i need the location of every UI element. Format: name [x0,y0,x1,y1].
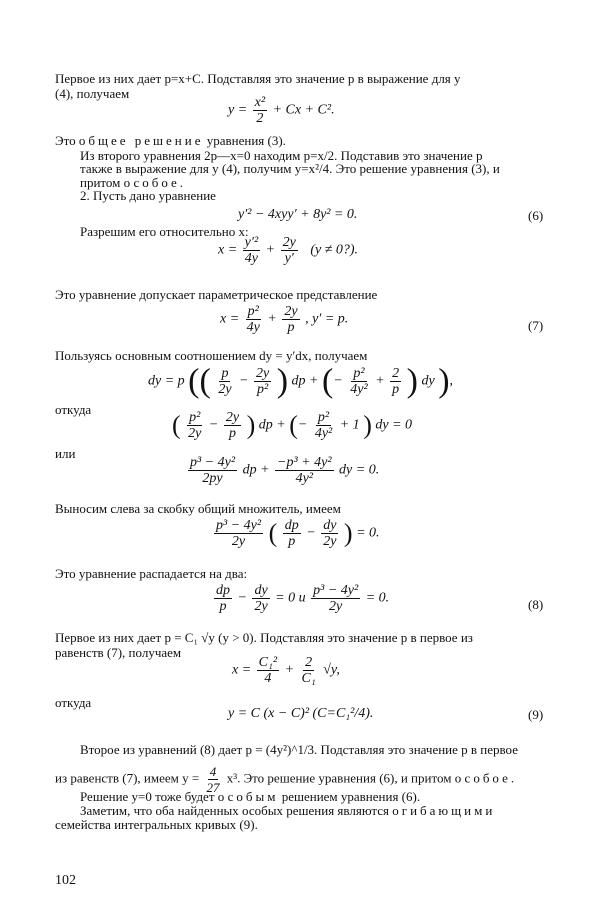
text-line: также в выражение для y (4), получим y=x²/4. Это решение уравнения (3), и [80,161,500,176]
equation-label: (9) [528,707,544,722]
text-line: Это уравнение допускает параметрическое представление [55,287,378,302]
text-line: семейства интегральных кривых (9). [55,817,258,832]
equation-x: x = $\frac{\text{y′²}}{4y}$ + $\frac{2y}{y'}$ (y ≠ 0?). [218,235,359,266]
text-line: Это общее решение уравнения (3). [55,133,286,148]
text-line: Решение y=0 тоже будет особым решением уравнения (6). [80,789,421,804]
text-line: Второе из уравнений (8) дает p = (4y²)^1/3. Подставляя это значение p в первое [80,742,518,757]
equation-7: x = $\frac{\text{p²}}{4y}$ + $\frac{2y}{p}$ , y′ = p. [220,304,349,335]
text-line: (4), получаем [55,86,130,101]
text-line: Первое из них дает p = C₁ √y (y > 0). Подставляя это значение p в первое из [55,630,473,645]
equation-6: y′² − 4xyy′ + 8y² = 0. [238,207,358,222]
text-line: 2. Пусть дано уравнение [80,188,216,203]
text-line: Пользуясь основным соотношением dy = y′dx, получаем [55,348,368,363]
equation-c: $\frac{\text{p³ − 4y²}}{2y}$ ( $\frac{dp}{p}$ − $\frac{dy}{2y}$ ) = 0. [216,518,380,549]
equation-8: $\frac{dp}{p}$ − $\frac{dy}{2y}$ = 0 и $\frac{\text{p³ − 4y²}}{2y}$ = 0. [216,583,390,614]
equation-label: (7) [528,318,544,333]
text-line: Разрешим его относительно x: [80,224,249,239]
equation-dy: dy = p (( $\frac{p}{2y}$ − $\frac{2y}{\text{p²}}$ ) dp + (− $\frac{\text{p²}}{\text{4y²}}$ + $\frac{2}{p}$ ) dy ), [148,362,454,400]
page-number: 102 [55,873,76,888]
equation-label: (6) [528,208,544,223]
equation-label: (8) [528,597,544,612]
text-line: или [55,446,76,461]
text-line: Выносим слева за скобку общий множитель, имеем [55,501,341,516]
text-line: равенств (7), получаем [55,645,182,660]
equation-a: ( $\frac{\text{p²}}{2y}$ − $\frac{2y}{p}$ ) dp + (− $\frac{\text{p²}}{\text{4y²}}$ + 1 ) dy = 0 [172,410,413,441]
text-line: откуда [55,402,92,417]
equation-9: y = C (x − C)² (C=C₁²/4). [228,706,374,721]
text-line: Первое из них дает p=x+C. Подставляя это значение p в выражение для y [55,71,461,86]
text-line: откуда [55,695,92,710]
equation-b: $\frac{\text{p³ − 4y²}}{2py}$ dp + $\frac{\text{−p³ + 4y²}}{\text{4y²}}$ dy = 0. [190,455,380,486]
text-line: Из второго уравнения 2p—x=0 находим p=x/2. Подставив это значение p [80,148,483,163]
text-line: Это уравнение распадается на два: [55,566,248,581]
equation-xc: x = $\frac{\text{C₁²}}{4}$ + $\frac{2}{\text{C₁}}$ √y, [232,655,340,686]
text-line: из равенств (7), имеем y = $\frac{4}{27}$ x³. Это решение уравнения (6), и притом особое. [55,764,518,795]
text-line: Заметим, что оба найденных особых решения являются огибающими [80,803,496,818]
equation-general: y = $\frac{\text{x²}}{2}$ + Cx + C². [228,95,335,126]
text-line: притом особое. [80,175,187,190]
